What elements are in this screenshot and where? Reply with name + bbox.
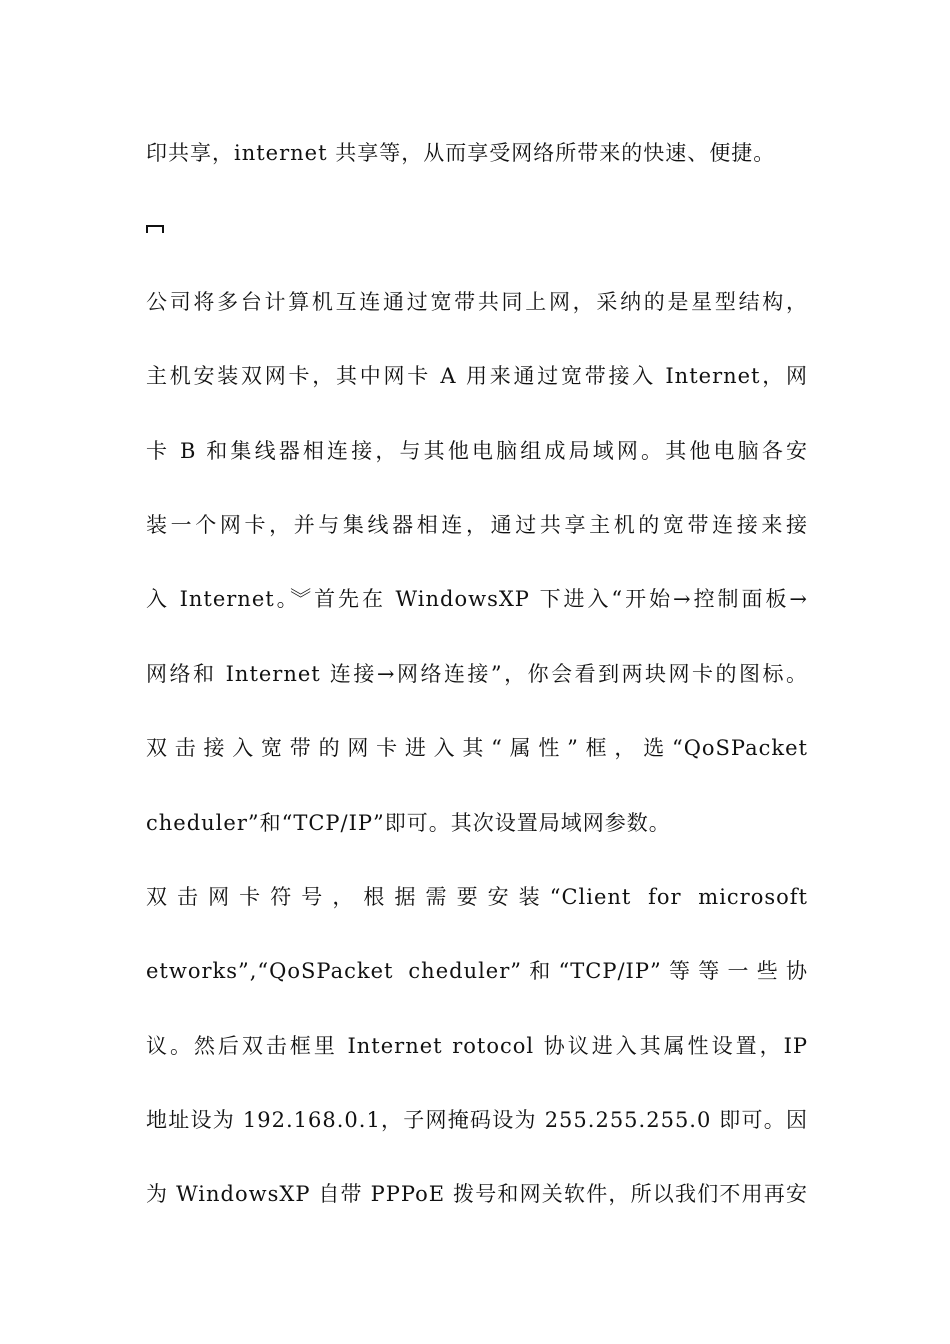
- paragraph-line: 印共享，internet 共享等，从而享受网络所带来的快速、便捷。: [146, 141, 776, 165]
- paragraph-line: 卡 B 和集线器相连接，与其他电脑组成局域网。其他电脑各安: [146, 438, 808, 463]
- paragraph-line: 装一个网卡，并与集线器相连，通过共享主机的宽带连接来接: [146, 512, 808, 537]
- paragraph-line: 入 Internet。︾首先在 WindowsXP 下进入“开始→控制面板→: [146, 587, 808, 612]
- bracket-mark-icon: [146, 225, 164, 234]
- text-column: [146, 134, 808, 1250]
- paragraph-line: 双击接入宽带的网卡进入其“属性”框，选“QoSPacket: [146, 736, 808, 761]
- paragraph-line: cheduler”和“TCP/IP”即可。其次设置局域网参数。: [146, 810, 671, 835]
- paragraph-line: etworks”,“QoSPacket cheduler”和“TCP/IP”等等一些协: [146, 959, 808, 984]
- paragraph-line: 地址设为 192.168.0.1，子网掩码设为 255.255.255.0 即可。因: [146, 1108, 808, 1133]
- paragraph-line: 主机安装双网卡，其中网卡 A 用来通过宽带接入 Internet，网: [146, 364, 808, 389]
- paragraph-line: 双击网卡符号，根据需要安装“Client for microsoft: [146, 884, 808, 909]
- paragraph-line: 为 WindowsXP 自带 PPPoE 拨号和网关软件，所以我们不用再安: [146, 1182, 808, 1207]
- paragraph-line: 网络和 Internet 连接→网络连接”，你会看到两块网卡的图标。: [146, 661, 808, 686]
- paragraph-line: 议。然后双击框里 Internet rotocol 协议进入其属性设置，IP: [146, 1033, 808, 1058]
- paragraph-line: 公司将多台计算机互连通过宽带共同上网，采纳的是星型结构，: [146, 289, 808, 314]
- heading-marker: [146, 208, 808, 282]
